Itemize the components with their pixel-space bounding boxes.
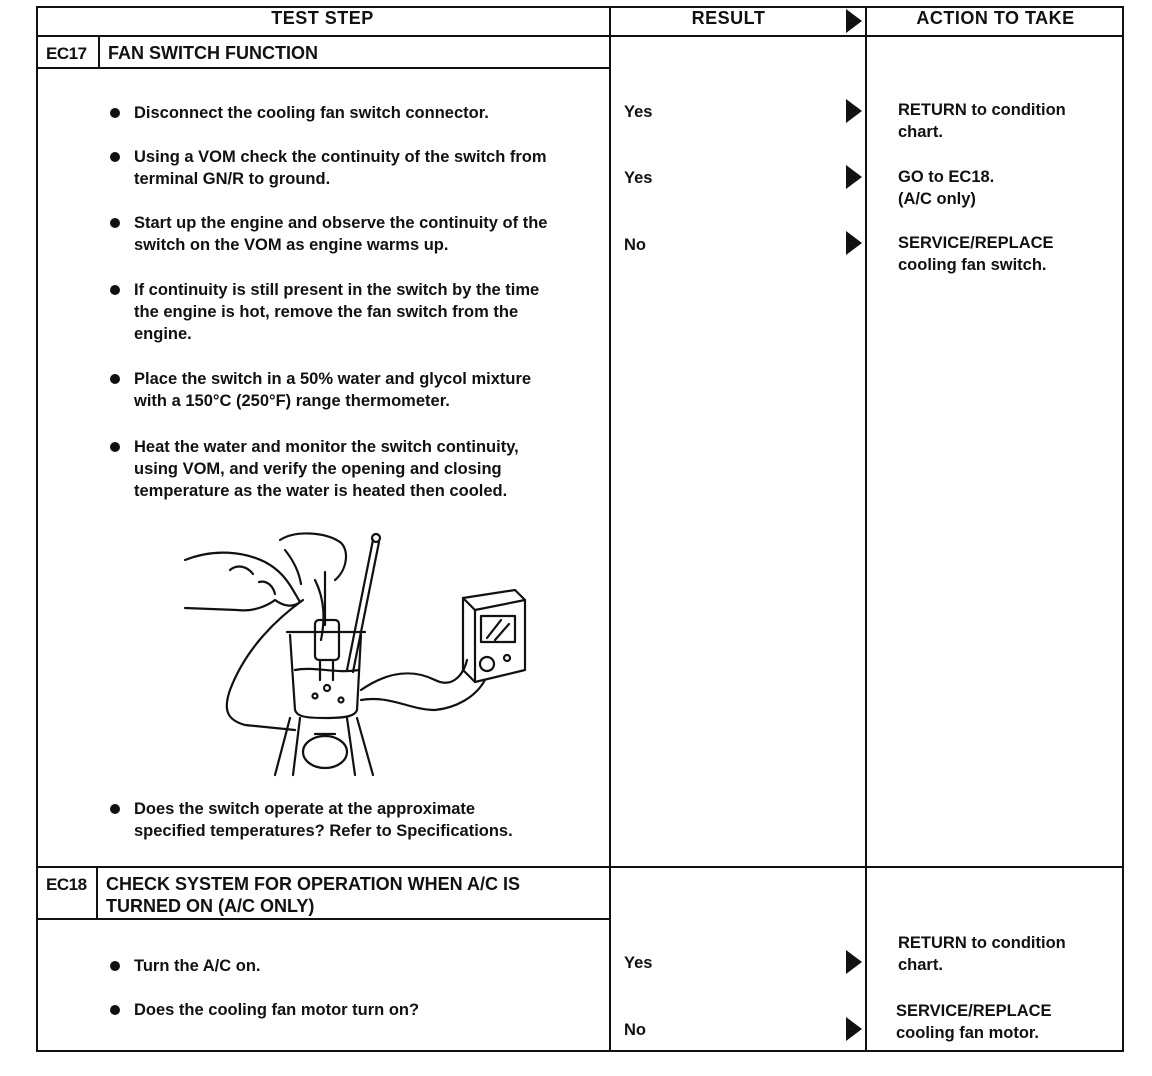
- header-test-step: TEST STEP: [271, 8, 374, 28]
- ec18-step-1-text: Turn the A/C on.: [134, 957, 261, 975]
- bullet-icon: [110, 1005, 120, 1015]
- ec17-title-divider: [36, 67, 611, 69]
- ec18-step-2-text: Does the cooling fan motor turn on?: [134, 1001, 420, 1019]
- ec17-step-4-text: If continuity is still present in the switch by the time the engine is hot, remove the fan switch from the engine.: [134, 281, 540, 343]
- bullet-icon: [110, 804, 120, 814]
- bullet-icon: [110, 152, 120, 162]
- bullet-icon: [110, 961, 120, 971]
- ec17-arrow-3-icon: [846, 231, 862, 255]
- ec18-action-2: SERVICE/REPLACE cooling fan motor.: [896, 1002, 1052, 1042]
- ec18-title: CHECK SYSTEM FOR OPERATION WHEN A/C IS TURNED ON (A/C ONLY): [106, 874, 521, 916]
- ec17-step-3-text: Start up the engine and observe the continuity of the switch on the VOM as engine warms up.: [134, 214, 548, 254]
- header-result: RESULT: [691, 8, 766, 28]
- ec17-arrow-1-icon: [846, 99, 862, 123]
- header-action: ACTION TO TAKE: [916, 8, 1075, 28]
- fan-switch-test-illustration: [175, 520, 545, 785]
- ec18-code-divider: [96, 868, 98, 920]
- header-arrow-icon: [846, 9, 862, 33]
- ec18-title-divider: [36, 918, 611, 920]
- ec17-step-7-text: Does the switch operate at the approximate specified temperatures? Refer to Specifications.: [134, 800, 513, 840]
- ec17-title: FAN SWITCH FUNCTION: [108, 43, 318, 63]
- column-divider-result: [609, 6, 611, 1052]
- ec18-arrow-2-icon: [846, 1017, 862, 1041]
- ec17-code-divider: [98, 37, 100, 68]
- ec17-arrow-2-icon: [846, 165, 862, 189]
- ec17-step-6-text: Heat the water and monitor the switch continuity, using VOM, and verify the opening and closing temperature as the water is heated then cooled.: [134, 438, 519, 500]
- bullet-icon: [110, 374, 120, 384]
- ec17-step-2-text: Using a VOM check the continuity of the switch from terminal GN/R to ground.: [134, 148, 547, 188]
- ec17-action-2: GO to EC18. (A/C only): [898, 168, 995, 208]
- ec17-action-3: SERVICE/REPLACE cooling fan switch.: [898, 234, 1054, 274]
- bullet-icon: [110, 218, 120, 228]
- bullet-icon: [110, 285, 120, 295]
- ec18-arrow-1-icon: [846, 950, 862, 974]
- header-divider: [36, 35, 1124, 37]
- column-divider-action: [865, 6, 867, 1052]
- section-divider: [36, 866, 1124, 868]
- bullet-icon: [110, 442, 120, 452]
- bullet-icon: [110, 108, 120, 118]
- ec17-result-2: Yes: [624, 169, 653, 187]
- ec18-code: EC18: [46, 875, 87, 894]
- ec18-action-1: RETURN to condition chart.: [898, 934, 1066, 974]
- ec17-result-1: Yes: [624, 103, 653, 121]
- ec17-step-5-text: Place the switch in a 50% water and glycol mixture with a 150°C (250°F) range thermometer.: [134, 370, 532, 410]
- ec17-action-1: RETURN to condition chart.: [898, 101, 1066, 141]
- ec17-code: EC17: [46, 44, 87, 63]
- ec17-result-3: No: [624, 236, 646, 254]
- ec18-result-2: No: [624, 1021, 646, 1039]
- ec17-step-1-text: Disconnect the cooling fan switch connector.: [134, 104, 489, 122]
- ec18-result-1: Yes: [624, 954, 653, 972]
